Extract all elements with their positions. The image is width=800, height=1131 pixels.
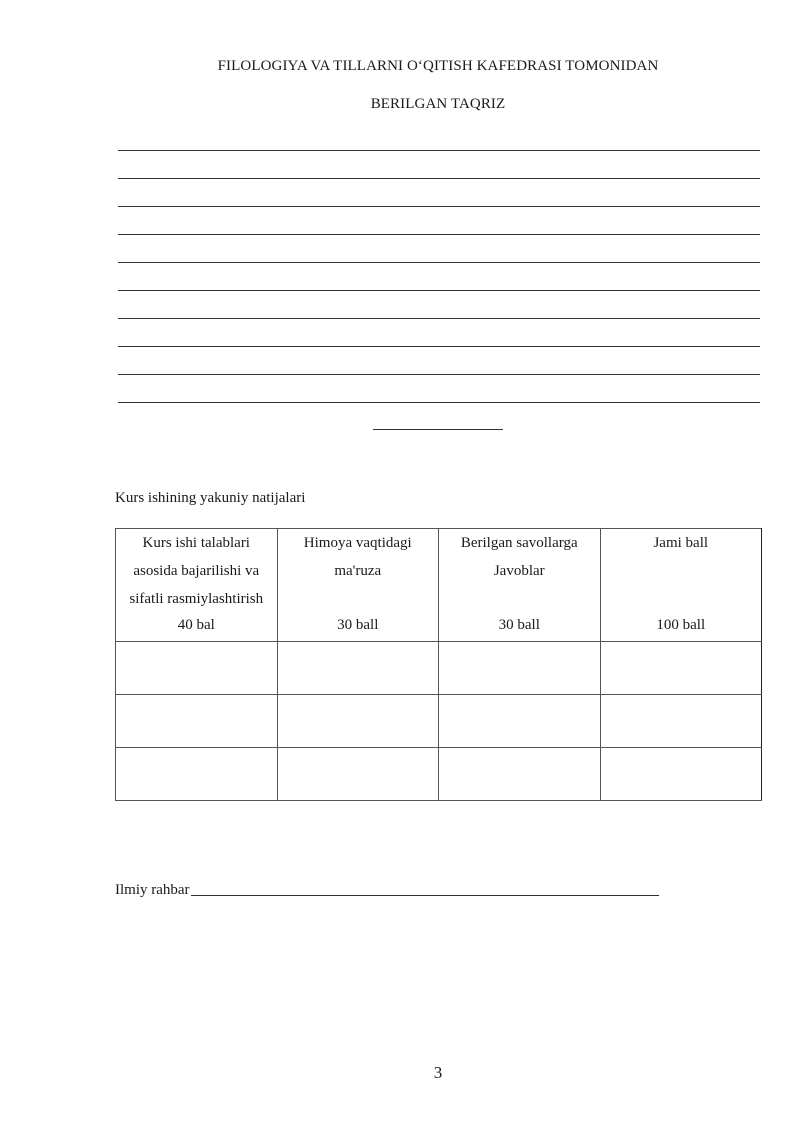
signature-short-line bbox=[373, 429, 503, 430]
header-points: 30 ball bbox=[337, 617, 379, 633]
results-header-row bbox=[116, 529, 762, 642]
header-label: Kurs ishi talablari asosida bajarilishi va sifatli rasmiylashtirish bbox=[129, 535, 264, 607]
review-line bbox=[118, 402, 760, 403]
header-points: 30 ball bbox=[498, 617, 540, 633]
review-line bbox=[118, 150, 760, 151]
results-table bbox=[115, 528, 762, 801]
table-cell[interactable] bbox=[116, 748, 278, 801]
supervisor-line bbox=[115, 882, 659, 899]
header-label: Berilgan savollarga Javoblar bbox=[460, 535, 578, 579]
header-cell-total bbox=[600, 529, 762, 642]
review-line bbox=[118, 234, 760, 235]
table-cell[interactable] bbox=[600, 748, 762, 801]
table-row bbox=[116, 642, 762, 695]
page-number: 3 bbox=[433, 1063, 443, 1082]
table-cell[interactable] bbox=[116, 642, 278, 695]
table-cell[interactable] bbox=[277, 695, 439, 748]
header-cell-answers bbox=[439, 529, 601, 642]
header-label: Jami ball bbox=[653, 535, 709, 551]
header-points: 100 ball bbox=[656, 617, 706, 633]
table-cell[interactable] bbox=[116, 695, 278, 748]
review-line bbox=[118, 262, 760, 263]
table-row bbox=[116, 748, 762, 801]
header-cell-quality bbox=[116, 529, 278, 642]
table-cell[interactable] bbox=[439, 642, 601, 695]
table-cell[interactable] bbox=[277, 748, 439, 801]
table-cell[interactable] bbox=[439, 695, 601, 748]
header-label: Himoya vaqtidagi ma'ruza bbox=[303, 535, 412, 579]
results-title: Kurs ishining yakuniy natijalari bbox=[115, 490, 306, 506]
table-cell[interactable] bbox=[600, 695, 762, 748]
supervisor-signature-field[interactable] bbox=[191, 895, 659, 896]
review-line bbox=[118, 206, 760, 207]
table-cell[interactable] bbox=[277, 642, 439, 695]
table-cell[interactable] bbox=[439, 748, 601, 801]
heading-line-2: BERILGAN TAQRIZ bbox=[370, 96, 506, 112]
review-line bbox=[118, 318, 760, 319]
review-line bbox=[118, 374, 760, 375]
header-cell-presentation bbox=[277, 529, 439, 642]
table-cell[interactable] bbox=[600, 642, 762, 695]
review-line bbox=[118, 178, 760, 179]
header-points: 40 bal bbox=[177, 617, 215, 633]
supervisor-label: Ilmiy rahbar bbox=[115, 882, 190, 898]
table-row bbox=[116, 695, 762, 748]
review-line bbox=[118, 290, 760, 291]
review-line bbox=[118, 346, 760, 347]
heading-line-1: FILOLOGIYA VA TILLARNI O‘QITISH KAFEDRASI TOMONIDAN bbox=[217, 58, 659, 74]
